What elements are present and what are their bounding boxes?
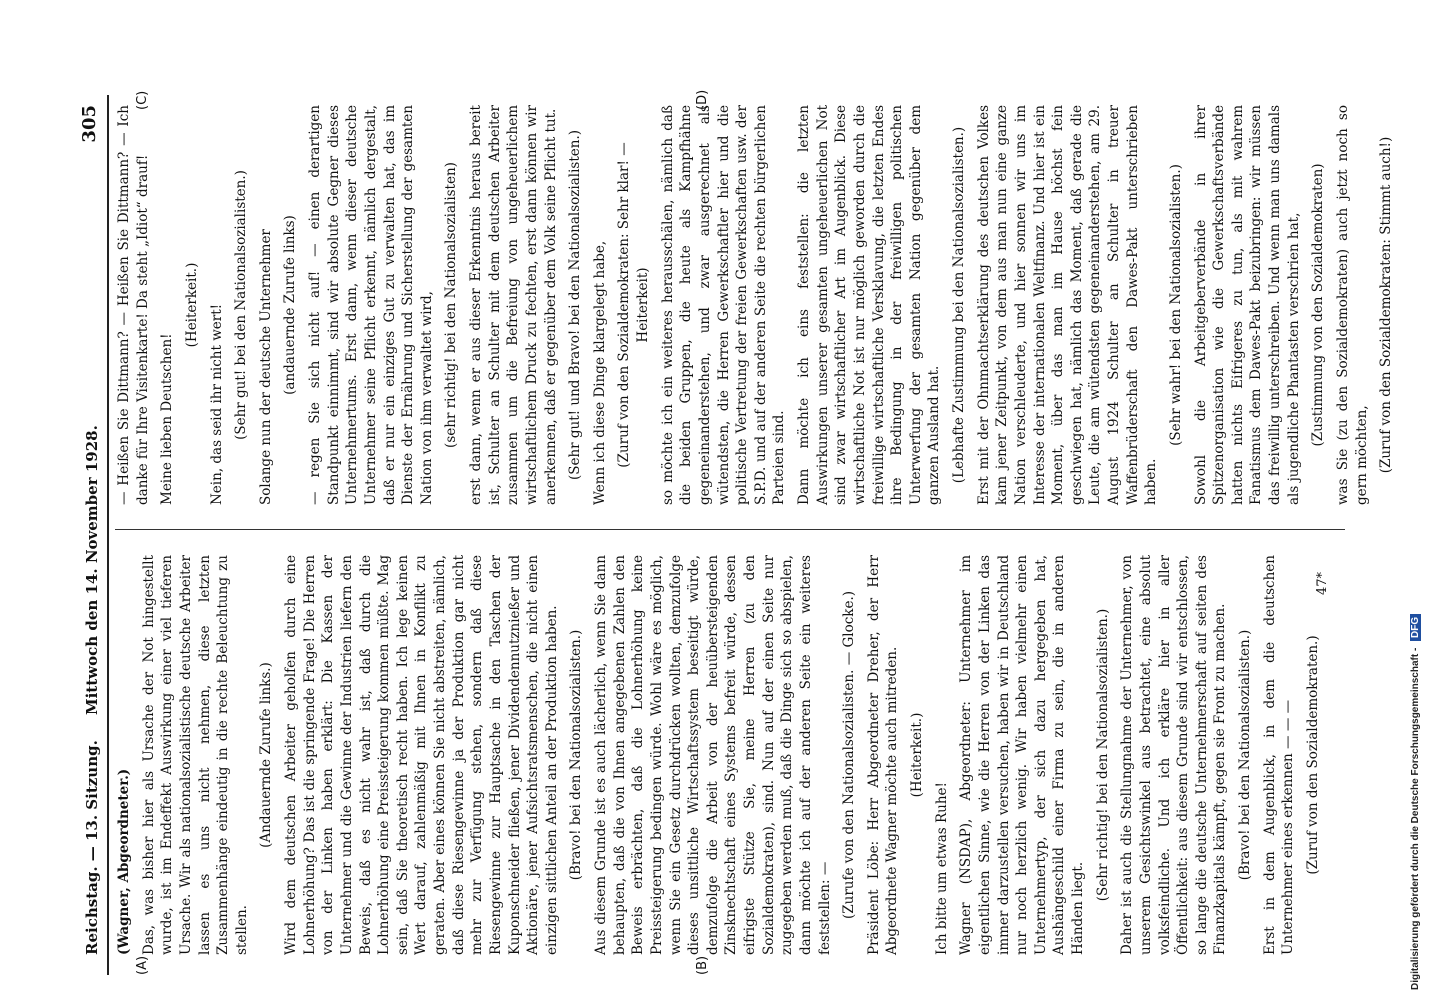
right-column	[115, 105, 1395, 505]
paragraph: Wird dem deutschen Arbeiter geholfen durch eine Lohnerhöhung? Das ist die springende Frage! Die Herren von der Linken haben erklärt: Die Kassen der Unternehmer und die Gewinne der Industrien liefern den Beweis, daß es nicht wahr ist, daß durch die Lohnerhöhung eine Preissteigerung kommen müßte. Mag sein, daß Sie theoretisch recht haben. Ich lege keinen Wert darauf, zahlenmäßig mit Ihnen in Konflikt zu geraten. Aber eines können Sie nicht abstreiten, nämlich, daß diese Riesengewinne ja der Produktion gar nicht mehr zur Verfügung stehen, sondern daß diese Riesengewinne zur Hauptsache in den Taschen der Kuponschneider fließen, jener Dividendennutznießer und Aktionäre, jener Aufsichtsratsmenschen, die nicht einen einzigen sittlichen Anteil an der Produktion haben.	[283, 555, 560, 955]
speaker-line: (Wagner, Abgeordneter.)	[116, 768, 132, 955]
dfg-logo: DFG	[1410, 614, 1421, 641]
interjection: (Sehr gut! und Bravo! bei den Nationalsozialisten.)	[567, 129, 584, 481]
sidebar-credit	[1410, 10, 1432, 990]
paragraph: Nein, das seid ihr nicht wert!	[208, 303, 225, 505]
paragraph: Ich bitte um etwas Ruhe!	[933, 782, 950, 955]
interjection: (Sehr gut! bei den Nationalsozialisten.)	[233, 170, 250, 440]
paragraph: — Heißen Sie Dittmann? — Heißen Sie Dittmann? — Ich danke für Ihre Visitenkarte! Da steht „Idiot“ drauf!	[116, 105, 151, 505]
header-date: Mittwoch den 14. November 1928.	[83, 425, 101, 715]
interjection: (Zurufe von den Nationalsozialisten. — Glocke.)	[841, 591, 858, 920]
margin-mark-a: (A)	[135, 955, 150, 975]
interjection: (Heiterkeit.)	[183, 262, 200, 348]
header-left: Reichstag. — 13. Sitzung.	[83, 740, 101, 955]
paragraph: erst dann, wenn er aus dieser Erkenntnis heraus bereit ist, Schulter an Schulter mit dem deutschen Arbeiter zusammen um die Befreiung von ungeheuerlichem wirtschaftlichem Druck zu fechten, erst dann können wir anerkennen, daß er gegenüber dem Volk seine Pflicht tut.	[468, 105, 559, 505]
paragraph: Erst mit der Ohnmachtserklärung des deutschen Volkes kam jener Zeitpunkt, von dem aus man nun eine ganze Nation verschleuderte, und hier sonnen wir uns im Interesse der internationalen Weltfinanz. Und hier ist ein Moment, über das man im Hause höchst fein geschwiegen hat, nämlich das Moment, daß gerade die Leute, die am wütendsten gegeneinanderstehen, am 29. August 1924 Schulter an Schulter in treuer Waffenbrüderschaft den Dawes-Pakt unterschrieben haben.	[975, 105, 1160, 505]
paragraph: Meine lieben Deutschen!	[159, 333, 176, 505]
margin-mark-b: (B)	[695, 955, 710, 975]
interjection: (sehr richtig! bei den Nationalsozialisten)	[443, 162, 460, 448]
page-number: 305	[79, 105, 100, 143]
footer-mark: 47*	[1315, 571, 1330, 595]
header-rule	[107, 95, 109, 975]
interjection: (andauernde Zurufe links)	[282, 215, 299, 395]
interjection: (Andauernde Zurufe links.)	[258, 662, 275, 848]
paragraph: so möchte ich ein weiteres herausschälen, nämlich daß die beiden Gruppen, die heute als Kampfhähne gegeneinanderstehen, und zwar ausgerechnet als wütendsten, die Herren Gewerkschaftler hier und die politische Vertretung der freien Gewerkschaften usw. der S.P.D. und auf der anderen Seite die rechten bürgerlichen Parteien sind.	[659, 105, 788, 505]
left-column	[115, 555, 1355, 955]
interjection: (Zustimmung von den Sozialdemokraten)	[1310, 163, 1327, 447]
page-header	[75, 95, 105, 975]
paragraph: Präsident Löbe: Herr Abgeordneter Dreher, der Herr Abgeordnete Wagner möchte auch mitreden.	[865, 555, 901, 955]
column-divider	[115, 529, 1345, 530]
interjection: (Bravo! bei den Nationalsozialisten.)	[1237, 629, 1253, 881]
paragraph: Wagner (NSDAP), Abgeordneter: Unternehmer im eigentlichen Sinne, wie die Herren von der Linken das immer darzustellen versuchen, haben wir in Deutschland nur noch herzlich wenig. Wir haben vielmehr einen Unternehmertyp, der sich dazu hergegeben hat, Aushängeschild einer Firma zu sein, die in anderen Händen liegt.	[958, 555, 1086, 955]
interjection: (Zuruf von den Sozialdemokraten.)	[1304, 635, 1321, 875]
paragraph: was Sie (zu den Sozialdemokraten) auch jetzt noch so gern möchten,	[1334, 105, 1370, 505]
paragraph: Dann möchte ich eins feststellen: die letzten Auswirkungen unserer gesamten ungeheuerlichen Not sind zwar wirtschaftlicher Art im Augenblick. Diese wirtschaftliche Not ist nur möglich geworden durch die freiwillige wirtschaftliche Versklavung, die letzten Endes ihre Bedingung in der freiwilligen politischen Unterwerfung der gesamten Nation gegenüber dem ganzen Ausland hat.	[796, 105, 943, 505]
margin-mark-c: (C)	[135, 90, 150, 110]
page-area	[75, 89, 1395, 975]
sidebar-credit-inner	[1410, 10, 1432, 990]
interjection: (Zuruf von den Sozialdemokraten: Stimmt auch!)	[1378, 136, 1395, 474]
interjection: (Lebhafte Zustimmung bei den Nationalsozialisten.)	[951, 126, 967, 484]
credit-text: Digitalisierung gefördert durch die Deutsche Forschungsgemeinschaft -	[1410, 647, 1421, 990]
interjection: (Sehr richtig! bei den Nationalsozialisten.)	[1094, 608, 1111, 902]
interjection: (Bravo! bei den Nationalsozialisten.)	[568, 629, 585, 881]
interjection: (Zuruf von den Sozialdemokraten: Sehr klar! — Heiterkeit)	[616, 142, 651, 468]
paragraph: Wenn ich diese Dinge klargelegt habe,	[591, 240, 608, 505]
paragraph: Solange nun der deutsche Unternehmer	[257, 229, 274, 505]
paragraph: Sowohl die Arbeitgeberverbände in ihrer Spitzenorganisation wie die Gewerkschaftsverbände hatten nichts Eifrigeres zu tun, als mit wahrem Fanatismus dem Dawes-Pakt beizubringen: wir müssen das freiwillig unterschreiben. Und wenn man uns damals als jugendliche Phantasten verschrien hat,	[1192, 105, 1302, 505]
rotated-content	[75, 89, 1395, 975]
paragraph: Daher ist auch die Stellungnahme der Unternehmer, von unserem Gesichtswinkel aus betrachtet, eine absolut volksfeindliche. Und ich erkläre hier in aller Öffentlichkeit: aus diesem Grunde sind wir entschlossen, so lange die deutsche Unternehmerschaft auf seiten des Finanzkapitals kämpft, gegen sie Front zu machen.	[1119, 555, 1229, 955]
paragraph: Erst in dem Augenblick, in dem die deutschen Unternehmer eines erkennen — — —	[1261, 555, 1297, 955]
margin-mark-d: (D)	[695, 89, 710, 110]
paragraph: Aus diesem Grunde ist es auch lächerlich, wenn Sie dann behaupten, daß die von Ihnen angegebenen Zahlen den Beweis erbrächten, daß die Lohnerhöhung keine Preissteigerung bedingen würde. Wohl wäre es möglich, wenn Sie ein Gesetz durchdrücken wollten, demzufolge dieses unsittliche Wirtschaftssystem beseitigt würde, demzufolge die Arbeit von der heuübersteigenden Zinsknechtschaft eines Systems befreit würde, dessen eifrigste Stütze Sie, meine Herren (zu den Sozialdemokraten), sind. Nun auf der einen Seite nur zugegeben werden muß, daß die Dinge sich so abspielen, dann möchte ich auf der anderen Seite ein weiteres feststellen: —	[593, 555, 833, 955]
paragraph: Das, was bisher hier als Ursache der Not hingestellt wurde, ist im Endeffekt Auswirkung einer viel tieferen Ursache. Wir als nationalsozialistische deutsche Arbeiter lassen es uns nicht nehmen, diese letzten Zusammenhänge eindeutig in die rechte Beleuchtung zu stellen.	[140, 555, 250, 955]
paragraph: — regen Sie sich nicht auf! — einen derartigen Standpunkt einnimmt, sind wir absolute Gegner dieses Unternehmertums. Erst dann, wenn dieser deutsche Unternehmer seine Pflicht erkennt, nämlich dergestalt, daß er nur ein einziges Gut zu verwalten hat, das im Dienste der Ernährung und Sicherstellung der gesamten Nation von ihm verwaltet wird,	[307, 105, 435, 505]
interjection: (Sehr wahr! bei den Nationalsozialisten.)	[1167, 164, 1184, 446]
interjection: (Heiterkeit.)	[909, 712, 925, 798]
